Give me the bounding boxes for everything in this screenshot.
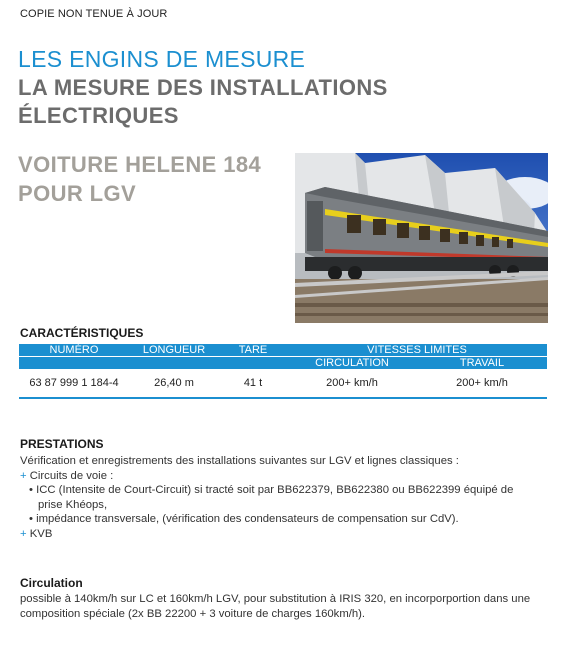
prestations-heading: PRESTATIONS xyxy=(20,437,104,451)
section-subtitle: LA MESURE DES INSTALLATIONS ÉLECTRIQUES xyxy=(18,75,388,128)
vehicle-title: VOITURE HELENE 184 POUR LGV xyxy=(18,152,262,206)
cell-tare: 41 t xyxy=(219,369,287,398)
circulation-text: possible à 140km/h sur LC et 160km/h LGV, pour substitution à IRIS 320, en incorporportion dans une composition spéciale (2x BB 22200 + 3 voiture de charges 160km/h). xyxy=(20,593,531,620)
list-item-label: Circuits de voie : xyxy=(29,469,114,482)
bullet-item: • impédance transversale, (vérification des condensateurs de compensation sur CdV). xyxy=(29,513,459,525)
cell-longueur: 26,40 m xyxy=(129,369,219,398)
plus-icon: + xyxy=(20,469,27,482)
list-item-label: KVB xyxy=(29,527,53,540)
characteristics-table xyxy=(19,344,547,399)
plus-icon: + xyxy=(20,527,27,540)
cell-travail: 200+ km/h xyxy=(417,369,547,398)
section-title: LES ENGINS DE MESURE xyxy=(18,46,306,72)
list-item xyxy=(20,469,540,484)
train-illustration xyxy=(295,153,548,323)
header-travail: TRAVAIL xyxy=(417,357,547,370)
vehicle-photo xyxy=(295,153,548,323)
header-longueur: LONGUEUR xyxy=(129,344,219,357)
prestations-intro: Vérification et enregistrements des installations suivantes sur LGV et lignes classiques : xyxy=(20,455,459,467)
cell-numero: 63 87 999 1 184-4 xyxy=(19,369,129,398)
prestations-body xyxy=(20,454,540,541)
header-numero: NUMÉRO xyxy=(19,344,129,357)
list-item xyxy=(20,527,540,542)
cell-circulation: 200+ km/h xyxy=(287,369,417,398)
circulation-heading: Circulation xyxy=(20,576,83,590)
bullet-item: • ICC (Intensite de Court-Circuit) si tracté soit par BB622379, BB622380 ou BB622399 équipé de prise Khéops, xyxy=(29,484,514,511)
header-vitesses-limites: VITESSES LIMITES xyxy=(287,344,547,357)
header-circulation: CIRCULATION xyxy=(287,357,417,370)
table-row xyxy=(19,369,547,398)
characteristics-heading: CARACTÉRISTIQUES xyxy=(20,326,144,340)
document-status-stamp: COPIE NON TENUE À JOUR xyxy=(20,8,168,20)
header-tare: TARE xyxy=(219,344,287,357)
